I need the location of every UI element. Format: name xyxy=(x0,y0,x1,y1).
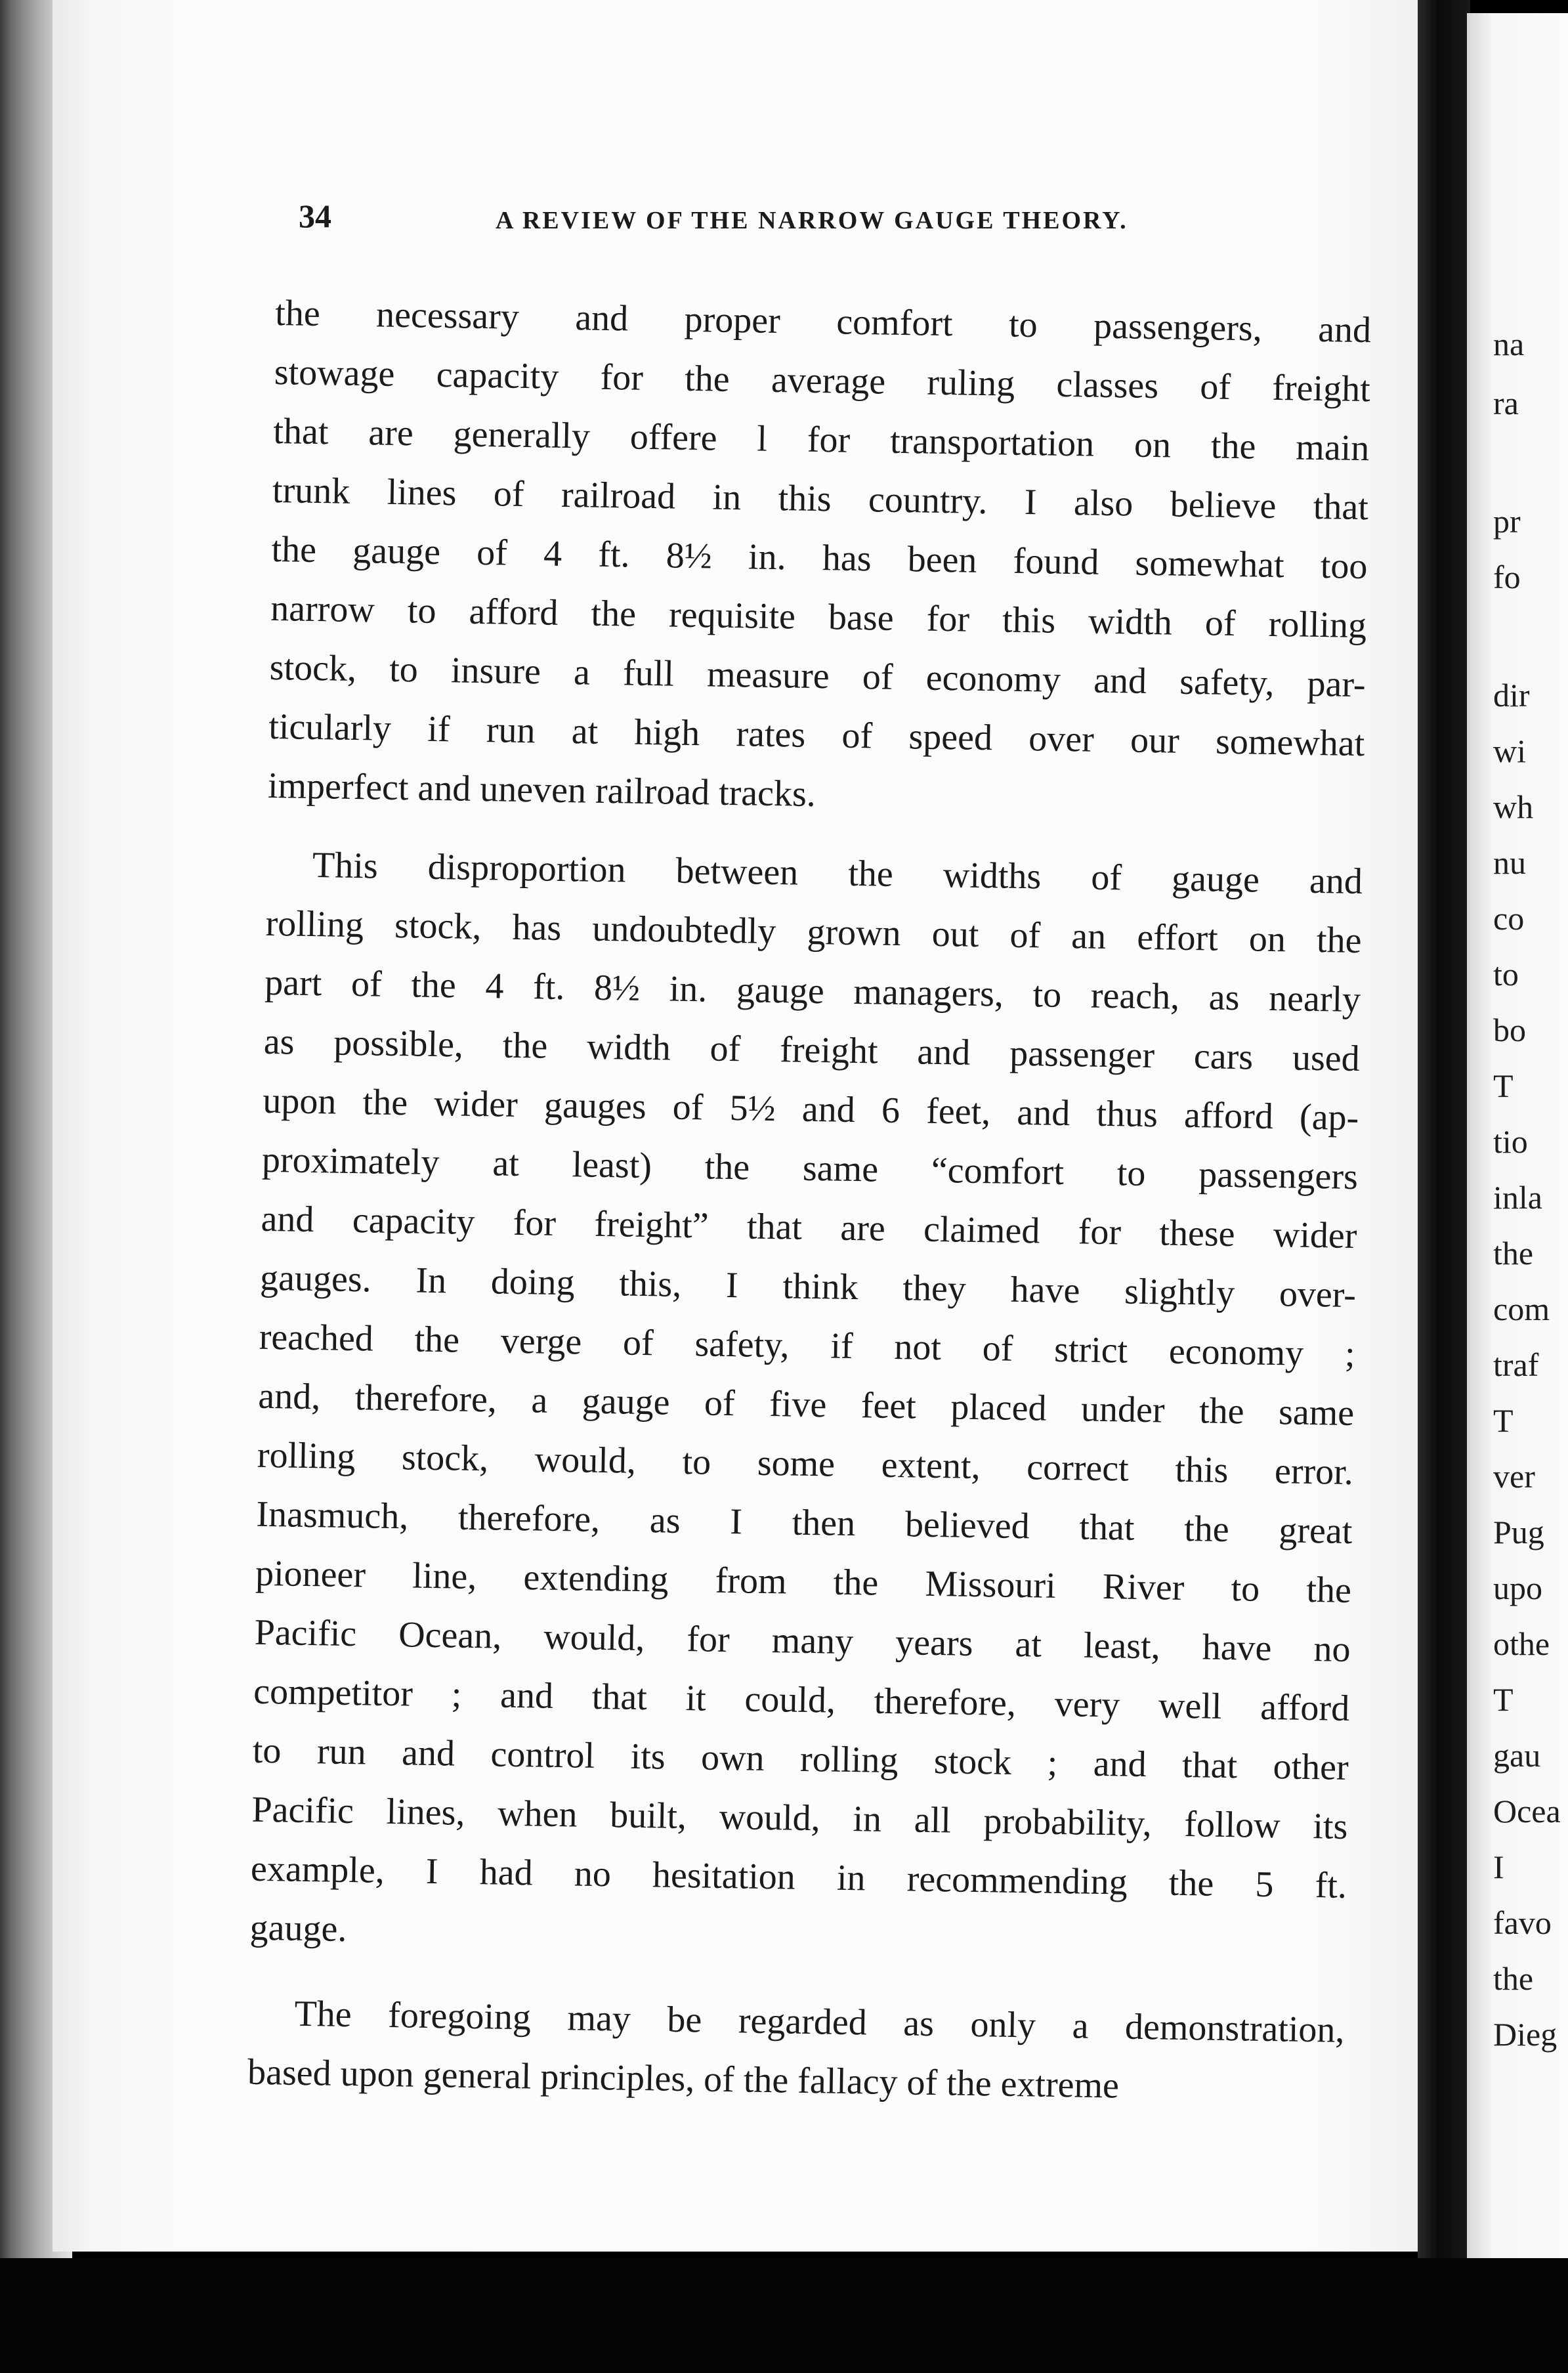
paragraph xyxy=(267,284,1372,832)
text-line: part of the 4 ft. 8½ in. gauge managers, to reach, as nearly xyxy=(264,962,1361,1021)
facing-text-fragment: T xyxy=(1493,1402,1514,1439)
facing-text-fragment: T xyxy=(1493,1681,1514,1718)
text-line: proximately at least) the same “comfort to passengers xyxy=(261,1139,1359,1198)
body-text xyxy=(247,284,1371,2119)
text-line: pioneer line, extending from the Missouri River to the xyxy=(255,1552,1352,1611)
facing-text-fragment: Dieg xyxy=(1493,2016,1557,2053)
facing-text-fragment: na xyxy=(1493,326,1525,362)
text-line: the necessary and proper comfort to passengers, and xyxy=(274,292,1372,351)
text-line: gauges. In doing this, I think they have slightly over- xyxy=(259,1257,1357,1316)
facing-text-fragment: pr xyxy=(1493,503,1521,540)
text-line: rolling stock, has undoubtedly grown out of an effort on the xyxy=(265,903,1362,962)
facing-text-fragment: ver xyxy=(1493,1458,1535,1495)
facing-text-fragment: fo xyxy=(1493,559,1521,595)
paragraph xyxy=(249,835,1363,1975)
text-line: rolling stock, would, to some extent, correct this error. xyxy=(257,1434,1354,1493)
text-line: ticularly if run at high rates of speed over our somewhat xyxy=(268,706,1365,765)
facing-text-fragment: wi xyxy=(1493,733,1526,769)
paragraph xyxy=(247,1984,1345,2119)
running-head: A REVIEW OF THE NARROW GAUGE THEORY. xyxy=(496,207,1128,234)
text-line: example, I had no hesitation in recommending the 5 ft. xyxy=(250,1848,1347,1906)
facing-text-fragment: gau xyxy=(1493,1737,1541,1774)
text-line: Inasmuch, therefore, as I then believed that the great xyxy=(256,1493,1353,1552)
facing-text-fragment: T xyxy=(1493,1067,1514,1104)
facing-text-fragment: the xyxy=(1493,1960,1534,1997)
facing-text-fragment: wh xyxy=(1493,788,1534,825)
facing-text-fragment: I xyxy=(1493,1849,1504,1885)
text-line: This disproportion between the widths of gauge and xyxy=(312,844,1363,903)
text-line: trunk lines of railroad in this country. I also believe that xyxy=(272,469,1369,528)
text-line: Pacific lines, when built, would, in all probability, follow its xyxy=(251,1789,1348,1847)
text-line: narrow to afford the requisite base for this width of rolling xyxy=(270,588,1367,647)
page-fold xyxy=(1418,0,1470,2278)
page-number: 34 xyxy=(299,198,331,234)
facing-text-fragment: Ocea xyxy=(1493,1793,1561,1829)
scan-border xyxy=(0,2258,1568,2373)
facing-text-fragment: inla xyxy=(1493,1179,1542,1216)
facing-text-fragment: co xyxy=(1493,900,1525,937)
text-line: and capacity for freight” that are claimed for these wider xyxy=(261,1198,1357,1257)
text-line: gauge. xyxy=(249,1907,347,1950)
facing-text-fragment: nu xyxy=(1493,844,1526,881)
text-line: imperfect and uneven railroad tracks. xyxy=(267,765,816,815)
facing-text-fragment: bo xyxy=(1493,1012,1526,1048)
facing-text-fragment: upo xyxy=(1493,1570,1542,1606)
facing-text-fragment: the xyxy=(1493,1235,1534,1272)
text-line: Pacific Ocean, would, for many years at least, have no xyxy=(254,1612,1351,1670)
text-line: as possible, the width of freight and passenger cars used xyxy=(263,1021,1361,1080)
facing-text-fragment: othe xyxy=(1493,1625,1550,1662)
text-line: to run and control its own rolling stock ; and that other xyxy=(252,1730,1349,1788)
facing-text-fragment: com xyxy=(1493,1291,1550,1327)
text-line: stock, to insure a full measure of economy and safety, par- xyxy=(269,647,1367,706)
text-line: that are generally offere l for transportation on the main xyxy=(272,410,1370,469)
facing-text-fragment: to xyxy=(1493,956,1519,993)
text-line: stowage capacity for the average ruling classes of freight xyxy=(274,351,1371,410)
text-line: the gauge of 4 ft. 8½ in. has been found somewhat too xyxy=(271,528,1368,588)
text-line: and, therefore, a gauge of five feet placed under the same xyxy=(257,1375,1355,1434)
text-line: reached the verge of safety, if not of strict economy ; xyxy=(259,1316,1356,1375)
facing-text-fragment: Pug xyxy=(1493,1514,1544,1550)
facing-text-fragment: ra xyxy=(1493,385,1519,421)
facing-text-fragment: tio xyxy=(1493,1123,1528,1160)
text-line: competitor ; and that it could, therefore, very well afford xyxy=(253,1671,1350,1729)
facing-text-fragment: traf xyxy=(1493,1346,1539,1383)
facing-text-fragment: favo xyxy=(1493,1904,1552,1941)
text-line: based upon general principles, of the fallacy of the extreme xyxy=(247,2051,1120,2106)
page-header xyxy=(299,197,1375,236)
text-line: upon the wider gauges of 5½ and 6 feet, and thus afford (ap- xyxy=(262,1080,1359,1139)
facing-text-fragment: dir xyxy=(1493,677,1530,714)
text-line: The foregoing may be regarded as only a demonstration, xyxy=(294,1993,1345,2051)
